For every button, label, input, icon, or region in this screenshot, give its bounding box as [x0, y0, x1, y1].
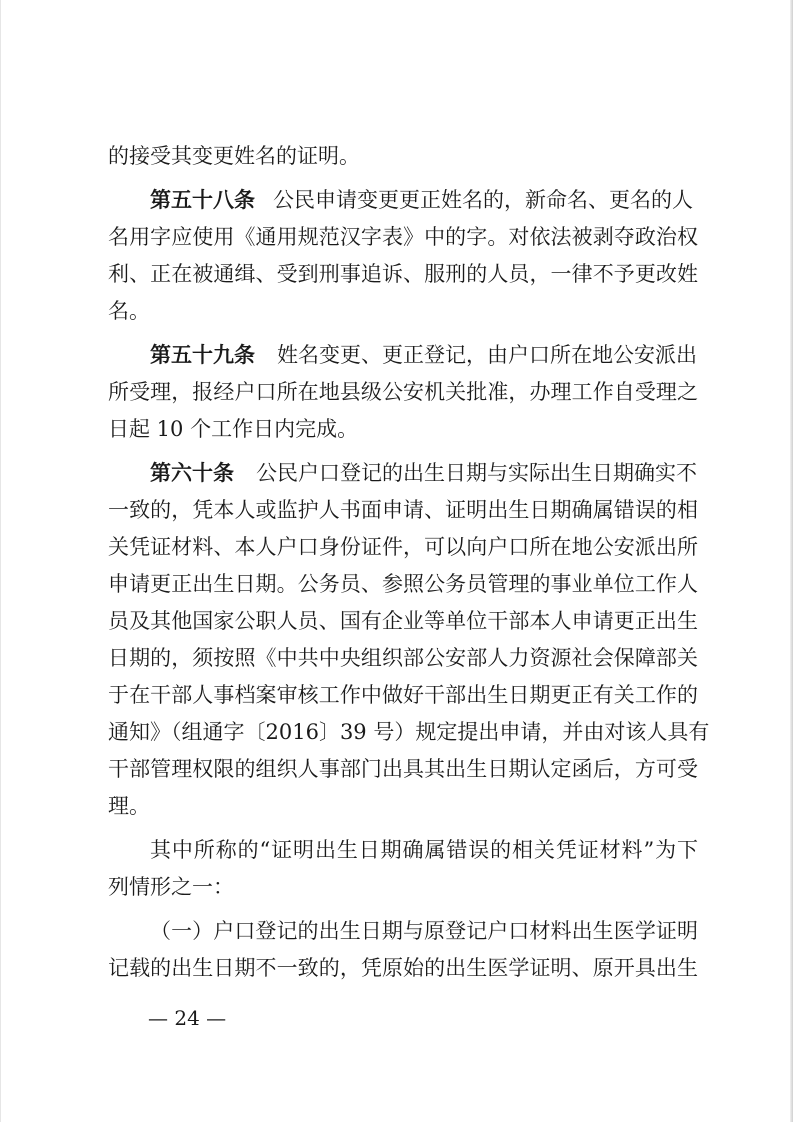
- article-60: [108, 455, 710, 825]
- text-line: 于在干部人事档案审核工作中做好干部出生日期更正有关工作的: [108, 683, 698, 707]
- text-line: 关凭证材料、本人户口身份证件，可以向户口所在地公安派出所: [108, 535, 698, 559]
- text-line: 申请更正出生日期。公务员、参照公务员管理的事业单位工作人: [108, 572, 698, 596]
- article-text: 公民户口登记的出生日期与实际出生日期确实不: [256, 461, 697, 485]
- article-text: 姓名变更、更正登记，由户口所在地公安派出: [277, 343, 697, 367]
- text-line: [108, 455, 698, 492]
- page-edge-left: [0, 0, 1, 1122]
- text-line: 记载的出生日期不一致的，凭原始的出生医学证明、原开具出生: [108, 956, 698, 980]
- text-line: 一致的，凭本人或监护人书面申请、证明出生日期确属错误的相: [108, 498, 698, 522]
- text-line: 名用字应使用《通用规范汉字表》中的字。对依法被剥夺政治权: [108, 225, 698, 249]
- page-number: — 24 —: [148, 1006, 227, 1030]
- article-text: 公民申请变更更正姓名的，新命名、更名的人: [273, 188, 693, 212]
- article-58: [108, 182, 698, 330]
- text-line: 列情形之一：: [108, 875, 234, 899]
- text-line: （一）户口登记的出生日期与原登记户口材料出生医学证明: [150, 919, 698, 943]
- document-body: [108, 138, 710, 987]
- text-line: 通知》（组通字〔2016〕39 号）规定提出申请，并由对该人具有: [108, 720, 710, 744]
- text-line: [108, 182, 698, 219]
- text-line: 干部管理权限的组织人事部门出具其出生日期认定函后，方可受: [108, 757, 698, 781]
- article-heading: 第五十八条: [150, 188, 255, 212]
- text-line: 理。: [108, 794, 150, 818]
- text-line: 日起 10 个工作日内完成。: [108, 417, 359, 441]
- text-line: 其中所称的“证明出生日期确属错误的相关凭证材料”为下: [150, 838, 698, 862]
- text-line: 名。: [108, 299, 150, 323]
- paragraph-item-1: [108, 913, 698, 987]
- text-line: [108, 337, 698, 374]
- text-line: 日期的，须按照《中共中央组织部公安部人力资源社会保障部关: [108, 646, 698, 670]
- text-line: 员及其他国家公职人员、国有企业等单位干部本人申请更正出生: [108, 609, 698, 633]
- paragraph-definition: [108, 832, 698, 906]
- article-heading: 第五十九条: [150, 343, 255, 367]
- paragraph-continuation: [108, 138, 698, 175]
- article-59: [108, 337, 698, 448]
- text-line: 的接受其变更姓名的证明。: [108, 144, 360, 168]
- text-line: 利、正在被通缉、受到刑事追诉、服刑的人员，一律不予更改姓: [108, 262, 698, 286]
- text-line: 所受理，报经户口所在地县级公安机关批准，办理工作自受理之: [108, 380, 698, 404]
- article-heading: 第六十条: [150, 461, 234, 485]
